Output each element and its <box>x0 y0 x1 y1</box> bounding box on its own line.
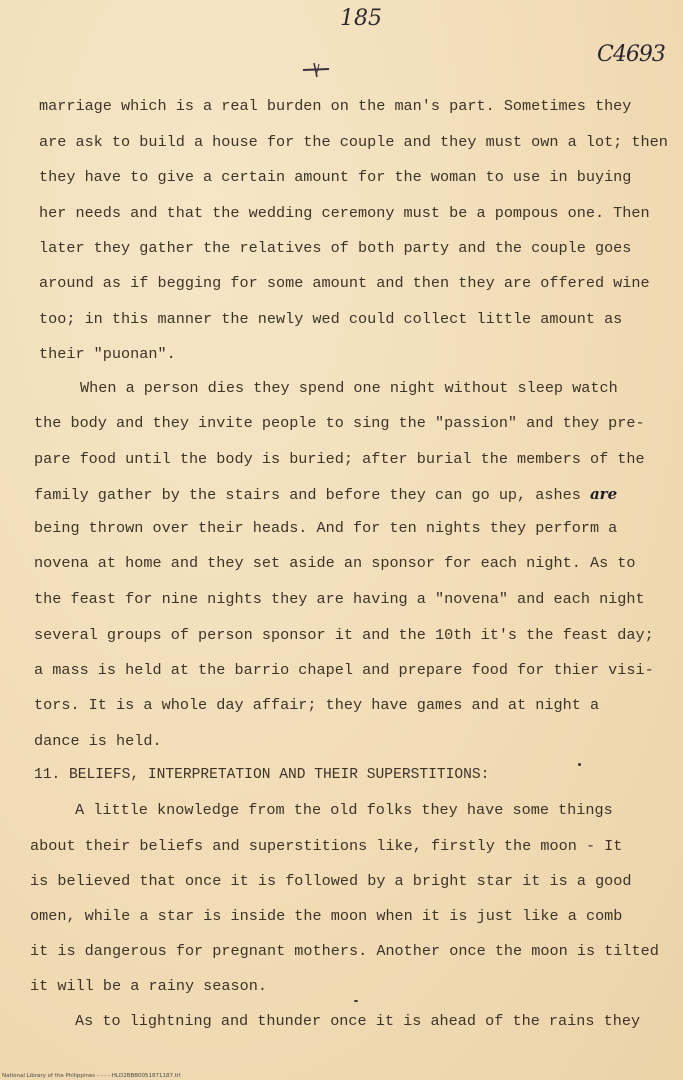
text-line: the feast for nine nights they are having a "novena" and each night <box>34 590 645 608</box>
text-line: about their beliefs and superstitions like, firstly the moon - It <box>30 837 623 855</box>
text-line: omen, while a star is inside the moon when it is just like a comb <box>30 907 623 925</box>
text-line: novena at home and they set aside an sponsor for each night. As to <box>34 554 636 572</box>
text-line: is believed that once it is followed by a bright star it is a good <box>30 872 632 890</box>
text-line-part: family gather by the stairs and before they can go up, ashes <box>34 486 590 504</box>
text-line: When a person dies they spend one night without sleep watch <box>80 379 618 397</box>
text-line: around as if begging for some amount and then they are offered wine <box>39 274 650 292</box>
ink-speck <box>578 763 581 766</box>
text-line: too; in this manner the newly wed could collect little amount as <box>39 310 623 328</box>
text-line: As to lightning and thunder once it is ahead of the rains they <box>75 1012 641 1030</box>
section-heading: 11. BELIEFS, INTERPRETATION AND THEIR SUPERSTITIONS: <box>34 767 490 783</box>
text-line: it will be a rainy season. <box>30 977 267 995</box>
text-line: are ask to build a house for the couple and they must own a lot; then <box>39 133 668 151</box>
page-number: 185 <box>340 6 382 31</box>
text-line: later they gather the relatives of both party and the couple goes <box>39 239 632 257</box>
text-line: the body and they invite people to sing the "passion" and they pre- <box>34 414 645 432</box>
text-line: a mass is held at the barrio chapel and prepare food for thier visi- <box>34 661 654 679</box>
text-line: they have to give a certain amount for the woman to use in buying <box>39 168 632 186</box>
text-line: being thrown over their heads. And for ten nights they perform a <box>34 519 618 537</box>
text-line: their "puonan". <box>39 345 176 363</box>
catalog-number: C4693 <box>597 42 665 67</box>
ink-speck <box>354 1000 358 1002</box>
text-line: dance is held. <box>34 732 162 750</box>
text-line: her needs and that the wedding ceremony must be a pompous one. Then <box>39 204 650 222</box>
text-line: A little knowledge from the old folks they have some things <box>75 801 613 819</box>
text-line: tors. It is a whole day affair; they have games and at night a <box>34 696 600 714</box>
text-line: pare food until the body is buried; after burial the members of the <box>34 450 645 468</box>
text-line: it is dangerous for pregnant mothers. Another once the moon is tilted <box>30 942 659 960</box>
text-line: marriage which is a real burden on the man's part. Sometimes they <box>39 97 632 115</box>
text-line <box>34 484 617 505</box>
divider-mark <box>301 58 331 80</box>
text-line: several groups of person sponsor it and the 10th it's the feast day; <box>34 626 654 644</box>
footer-credit: National Library of the Philippines - - - - HLD2BBB0051871187.tif <box>2 1073 181 1079</box>
handwritten-insert: are <box>589 485 618 503</box>
